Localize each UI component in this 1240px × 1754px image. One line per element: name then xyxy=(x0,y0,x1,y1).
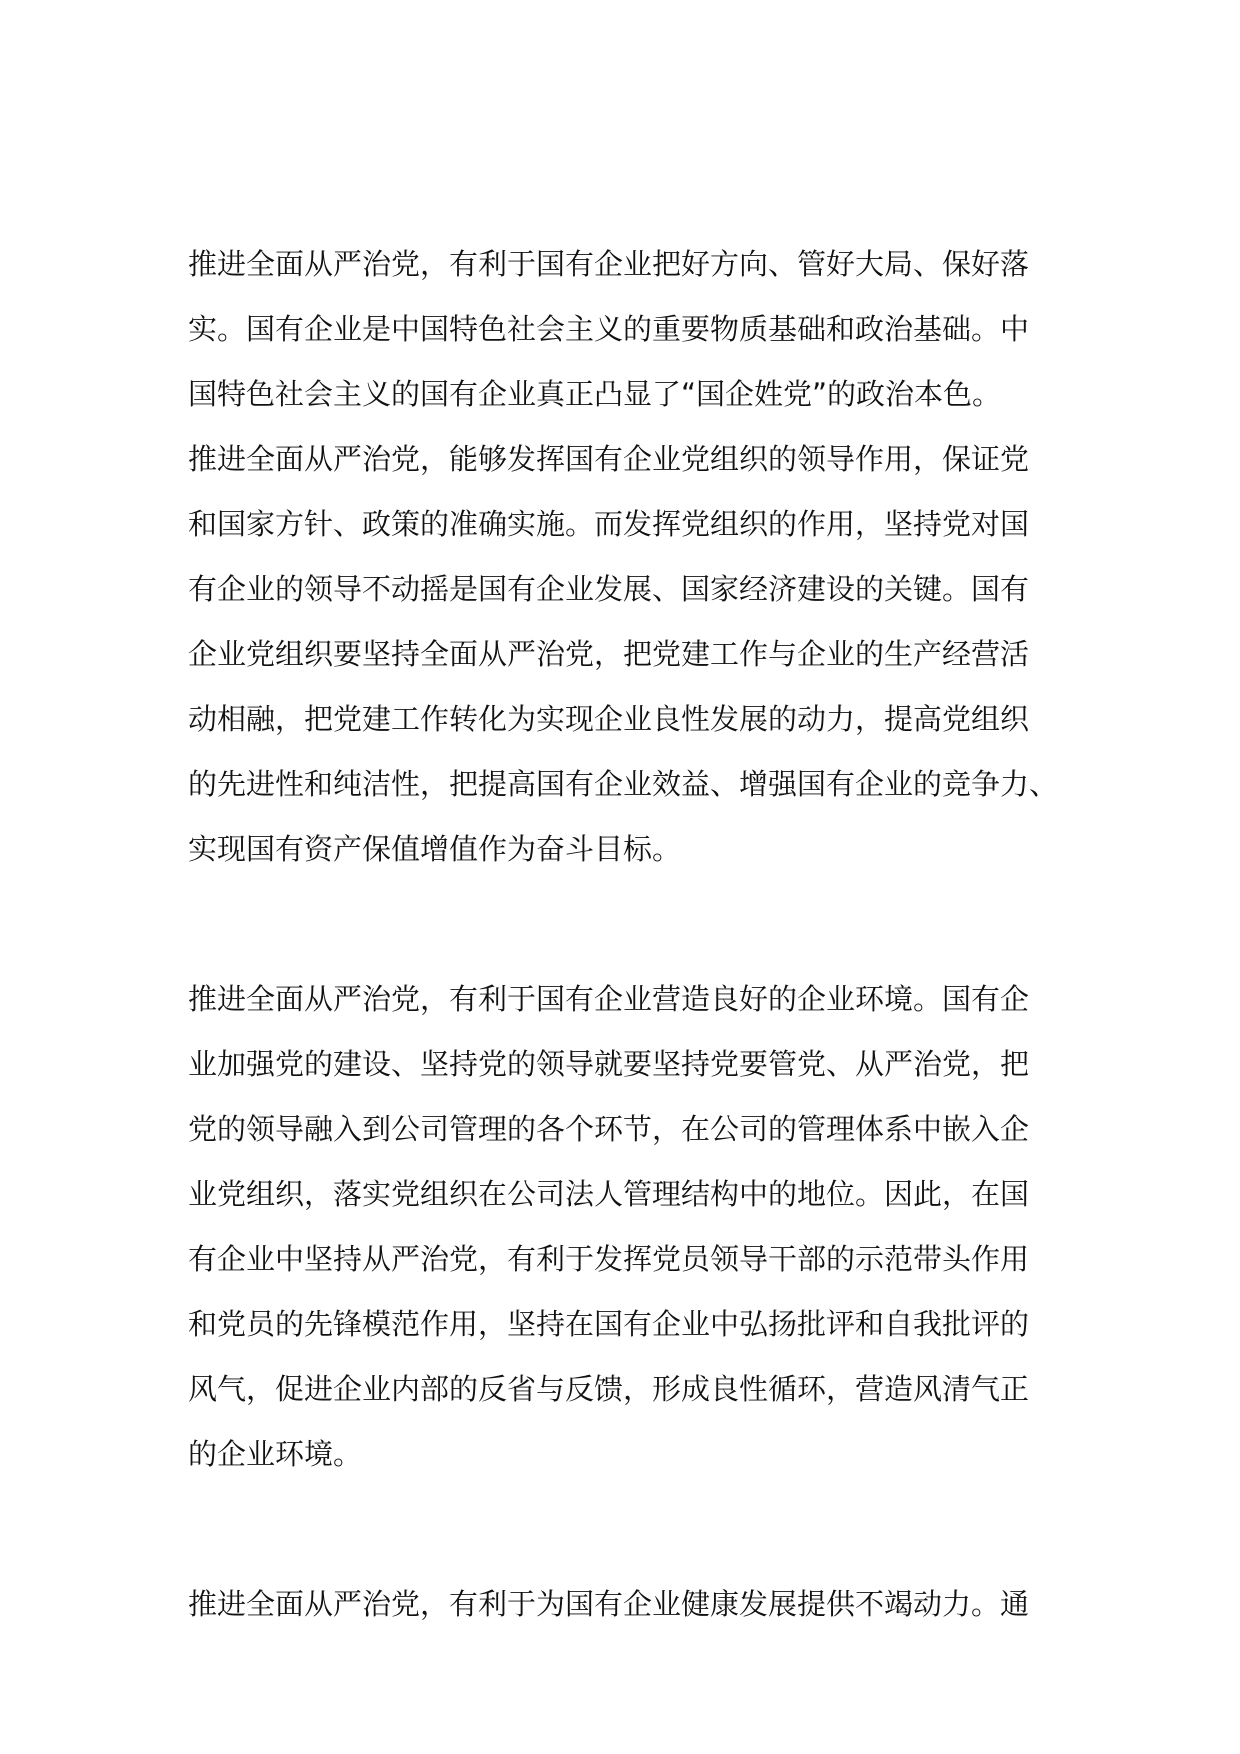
text-line: 推进全面从严治党，有利于国有企业把好方向、管好大局、保好落 xyxy=(188,247,1030,281)
text-line: 实现国有资产保值增值作为奋斗目标。 xyxy=(188,832,682,866)
text-line: 和党员的先锋模范作用，坚持在国有企业中弘扬批评和自我批评的 xyxy=(188,1307,1030,1341)
document-body xyxy=(188,232,1068,1637)
text-line: 的企业环境。 xyxy=(188,1437,363,1471)
text-line: 推进全面从严治党，有利于国有企业营造良好的企业环境。国有企 xyxy=(188,982,1030,1016)
text-line: 动相融，把党建工作转化为实现企业良性发展的动力，提高党组织 xyxy=(188,702,1030,736)
text-line: 推进全面从严治党，能够发挥国有企业党组织的领导作用，保证党 xyxy=(188,442,1030,476)
text-line: 业加强党的建设、坚持党的领导就要坚持党要管党、从严治党，把 xyxy=(188,1047,1030,1081)
text-line: 国特色社会主义的国有企业真正凸显了“国企姓党”的政治本色。 xyxy=(188,377,1002,411)
paragraph-2 xyxy=(188,967,1068,1487)
paragraph-1 xyxy=(188,232,1068,882)
text-line: 风气，促进企业内部的反省与反馈，形成良性循环，营造风清气正 xyxy=(188,1372,1030,1406)
text-line: 企业党组织要坚持全面从严治党，把党建工作与企业的生产经营活 xyxy=(188,637,1030,671)
text-line: 推进全面从严治党，有利于为国有企业健康发展提供不竭动力。通 xyxy=(188,1587,1030,1621)
text-line: 有企业中坚持从严治党，有利于发挥党员领导干部的示范带头作用 xyxy=(188,1242,1030,1276)
paragraph-3 xyxy=(188,1572,1068,1637)
paragraph-spacer xyxy=(188,882,1068,967)
text-line: 和国家方针、政策的准确实施。而发挥党组织的作用，坚持党对国 xyxy=(188,507,1030,541)
text-line: 的先进性和纯洁性，把提高国有企业效益、增强国有企业的竞争力、 xyxy=(188,767,1059,801)
text-line: 业党组织，落实党组织在公司法人管理结构中的地位。因此，在国 xyxy=(188,1177,1030,1211)
text-line: 党的领导融入到公司管理的各个环节，在公司的管理体系中嵌入企 xyxy=(188,1112,1030,1146)
paragraph-spacer xyxy=(188,1487,1068,1572)
text-line: 有企业的领导不动摇是国有企业发展、国家经济建设的关键。国有 xyxy=(188,572,1030,606)
text-line: 实。国有企业是中国特色社会主义的重要物质基础和政治基础。中 xyxy=(188,312,1030,346)
